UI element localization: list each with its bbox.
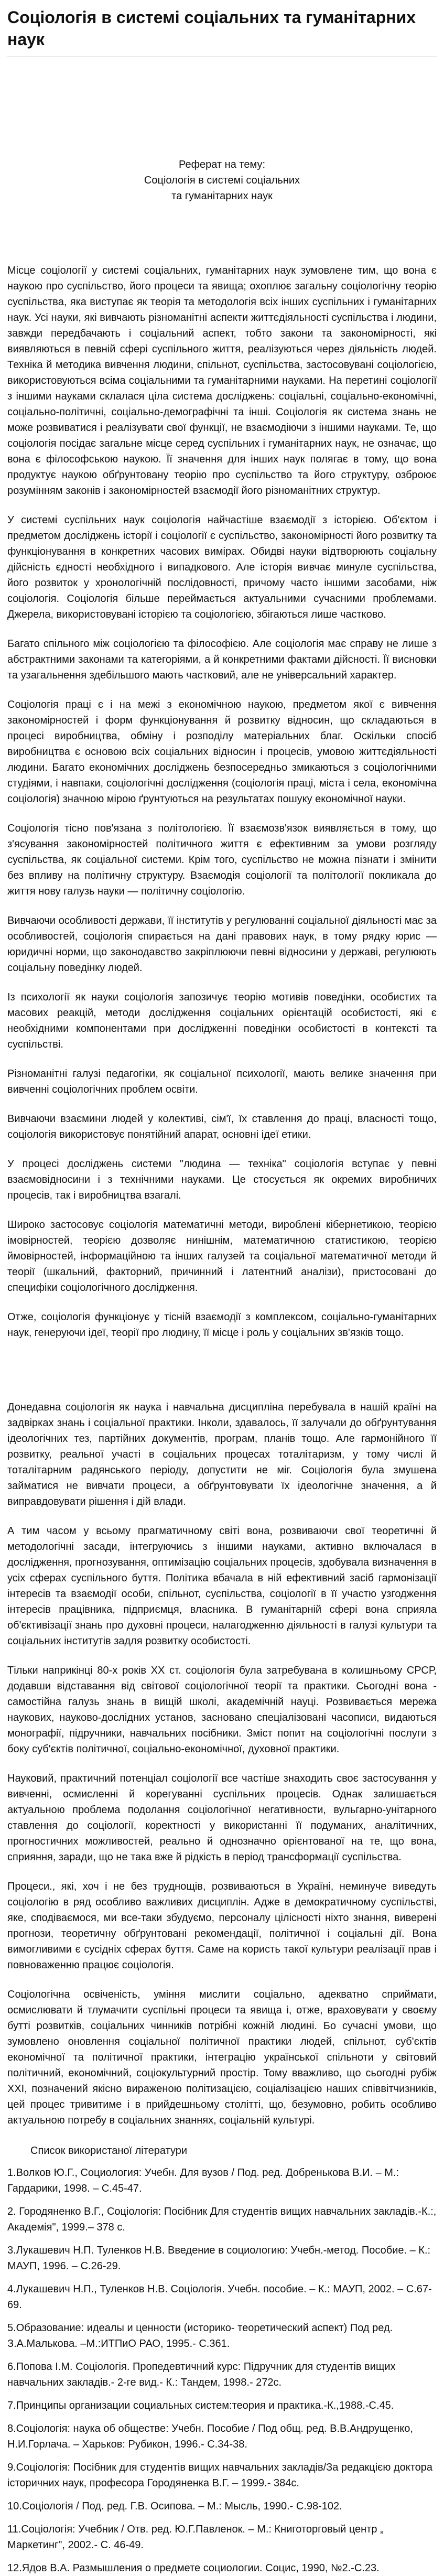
page-title: Соціологія в системі соціальних та гуманітарних наук: [7, 8, 416, 49]
paragraph: Багато спільного між соціологією та філософією. Але соціологія має справу не лише з абстрактними законами та категоріями, а й конкретними фактами дійсності. Її висновки та узагальнення здебільшого мають частковий, але не універсальний характер.: [7, 638, 437, 681]
paragraph: Вивчаючи особливості держави, її інститутів у регулюванні соціальної діяльності має за особливостей, соціологія спирається на дані правових наук, в тому рядку юрис — юридичні норми, що законодавство закріплюючи певні відносини у державі, регулюють соціальну поведінку людей.: [7, 915, 437, 974]
spacer: [7, 1354, 437, 1399]
references-section: [7, 2143, 437, 2576]
header-line-3: та гуманітарних наук: [171, 190, 273, 202]
paragraph: Соціологічна освіченість, уміння мислити соціально, адекватно сприймати, осмислювати й тлумачити суспільні процеси та явища і, отже, враховувати у своєму бутті розвитків, соціальних чинників потрібні кожній людині. Бо сучасні умови, що зумовлено оновлення соціальної політичної практики людей, спільнот, суб'єктів економічної та політичної практики, інтеграцію української спільноти у світовий політичний, економічний, соціокультурний простір. Тому вважливо, що сьогодні рубіж XXI, позначений якісно вираженою політизацією, соціалізацією наших співвітчизників, цей процес тривитиме і в прийдешньому столітті, що, безумовно, робить особливо актуальною потребу в соціальних знаннях, соціальній культурі.: [7, 1989, 437, 2126]
reference-item: 12.Ядов В.А. Размышления о предмете социологии. Социс, 1990, №2.-С.23.: [7, 2562, 380, 2574]
essay-body: [7, 263, 437, 2128]
essay-header: [7, 157, 437, 204]
paragraph: Соціологія тісно пов'язана з політологією. Її взаємозв'язок виявляється в тому, що з'ясування закономірностей політичного життя є ефективним за умови розгляду суспільства, як соціальної системи. Крім того, суспільство не можна пізнати і змінити без впливу на політичну структуру. Взаємодія соціології та політології покликала до життя нову галузь науки — політичну соціологію.: [7, 823, 437, 897]
reference-item: 3.Лукашевич Н.П. Туленков Н.В. Введение в социологию: Учебн.-метод. Пособие. – К.: МАУП, 1996. – С.26-29.: [7, 2245, 431, 2272]
header-line-1: Реферат на тему:: [179, 159, 265, 170]
paragraph: У процесі досліджень системи "людина — техніка" соціологія вступає у певні взаємовідносини і з технічними науками. Це стосується як окремих виробничих процесів, так і виробництва взагалі.: [7, 1158, 437, 1201]
reference-item: 6.Попова І.М. Соціологія. Пропедевтичний курс: Підручник для студентів вищих навчальних закладів.- 2-ге вид.- К.: Тандем, 1998.- 272с.: [7, 2361, 396, 2388]
paragraph: Соціологія праці є і на межі з економічною наукою, предметом якої є вивчення закономірностей і форм функціонування й розвитку відносин, що складаються в процесі виробництва, обміну і розподілу матеріальних благ. Оскільки спосіб виробництва є основою всіх соціальних відносин і процесів, умовою життєдіяльності людини. Багато економічних досліджень безпосередньо змикаються з соціологічними студіями, і навпаки, соціологічні дослідження (соціологія праці, міста і села, економічна соціологія) значною мірою ґрунтуються на результатах пошуку економічної науки.: [7, 699, 437, 805]
header-line-2: Соціологія в системі соціальних: [144, 175, 300, 186]
reference-item: 7.Принципы организации социальных систем:теория и практика.-К.,1988.-С.45.: [7, 2400, 394, 2411]
paragraph: Тільки наприкінці 80-х років XX ст. соціологія була затребувана в колишньому СРСР, додавши відставання від світової соціологічної теорії та практики. Сьогодні вона - самостійна галузь знань в вищій школі, академічній науці. Розвивається мережа наукових, науково-дослідних установ, засновано спеціалізовані часописи, видаються монографії, підручники, навчальних посібники. Зміст попит на соціологічні послуги з боку суб'єктів політичної, соціально-економічної, духовної практики.: [7, 1665, 437, 1755]
reference-item: 11.Соціологія: Учебник / Отв. ред. Ю.Г.Павленок. – М.: Книготорговый центр „ Маркетинг", 2002.- С. 46-49.: [7, 2524, 384, 2551]
reference-item: 2. Городяненко В.Г., Соціологія: Посібник Для студентів вищих навчальних закладів.-К.:, Академія", 1999.– 378 с.: [7, 2206, 437, 2233]
reference-item: 5.Образование: идеалы и ценности (историко- теоретический аспект) Под ред. З.А.Малькова. –М.:ИТПиО РАО, 1995.- С.361.: [7, 2322, 393, 2349]
reference-item: 10.Соціологія / Под. ред. Г.В. Осипова. – М.: Мысль, 1990.- С.98-102.: [7, 2500, 342, 2512]
reference-item: 1.Волков Ю.Г., Социология: Учебн. Для вузов / Под. ред. Добренькова В.И. – М.: Гардарики, 1998. – С.45-47.: [7, 2167, 399, 2194]
spacer: [7, 204, 437, 263]
reference-item: 4.Лукашевич Н.П., Туленков Н.В. Соціологія. Учебн. пособие. – К.: МАУП, 2002. – С.67-69.: [7, 2283, 432, 2311]
paragraph: У системі суспільних наук соціологія найчастіше взаємодії з історією. Об'єктом і предметом досліджень історії і соціології є суспільство, закономірності його розвитку та функціонування в конкретних часових вимірах. Обидві науки відтворюють соціальну дійсність єдності необхідного і випадкового. Але історія вивчає минуле суспільства, його розвиток у хронологічній послідовності, причому часто іншими засобами, ніж соціологія. Соціологія більше переймається актуальними сучасними проблемами. Джерела, використовувані історією та соціологією, збігаються лише частково.: [7, 514, 437, 620]
paragraph: Процеси., які, хоч і не без труднощів, розвиваються в Україні, неминуче виведуть соціологію в ряд особливо важливих дисциплін. Адже в демократичному суспільстві, яке, сподіваємося, ми все-таки збудуємо, персоналу цілісності ніхто знання, виверені прогнози, теоретичну обґрунтовані рекомендації, політичної і соціальні дії. Вона вимогливими є сусідніх сферах буття. Саме на користь такої культури реалізації прав і повноваженню працює соціологія.: [7, 1881, 437, 1971]
paragraph: Різноманітні галузі педагогіки, як соціальної психології, мають велике значення при вивченні соціологічних проблем освіти.: [7, 1068, 437, 1095]
paragraph: А тим часом у всьому прагматичному світі вона, розвиваючи свої теоретичні й методологічні засади, інтегруючись з іншими науками, активно включалася в дослідження, прогнозування, оптимізацію соціальних процесів, здобувала визначення в усіх сферах суспільного буття. Політика вбачала в ній ефективний засіб гармонізації інтересів та взаємодії особи, спільнот, суспільства, соціології в її участю узгодження інтересів працівника, підприємця, власника. В гуманітарній сфері вона сприяла об'єктивізації знань про духовні процеси, налагодженню діяльності в галузі культури та соціальних інститутів задля розвитку особистості.: [7, 1525, 437, 1647]
reference-item: 9.Соціологія: Посібник для студентів вищих навчальних закладів/За редакцією доктора історичних наук, професора Городяненка В.Г. – 1999.- 384с.: [7, 2462, 432, 2489]
paragraph: Науковий, практичний потенціал соціології все частіше знаходить своє застосування у вивченні, осмисленні й корегуванні суспільних процесів. Однак залишається актуальною проблема подолання соціологічної негативности, вульгарно-унітарного ставлення до соціології, коректності у використанні її подуманих, аналітичних, прогностичних можливостей, реально й однозначно орієнтованої на те, що вона, сприяння, заради, що не така вже й рідкість в період трансформації суспільства.: [7, 1773, 437, 1863]
paragraph: Місце соціології у системі соціальних, гуманітарних наук зумовлене тим, що вона є наукою про суспільство, його процеси та явища; охоплює загальну соціологічну теорію суспільства, яка виступає як теорія та методологія всіх інших суспільних і гуманітарних наук. Усі науки, які вивчають різноманітні аспекти життєдіяльності суспільства і людини, завжди передбачають і соціальний аспект, тобто закони та закономірності, які виявляються в певній сфері суспільного життя, реалізуються через діяльність людей. Техніка й методика вивчення людини, спільнот, суспільства, застосовувані соціологією, використовуються всіма соціальними та гуманітарними науками. На перетині соціології з іншими науками склалася ціла система досліджень: соціальні, соціально-економічні, соціально-політичні, соціально-демографічні та інші. Соціологія як система знань не може розвиватися і реалізувати свої функції, не взаємодіючи з іншими науками. Те, що соціологія посідає загальне місце серед суспільних і гуманітарних наук, не означає, що вона є філософською наукою. Її значення для інших наук полягає в тому, що вона продуктує наукою обґрунтовану теорію про суспільство та його структуру, озброює розумінням законів і закономірностей взаємодії його різноманітних структур.: [7, 265, 437, 497]
paragraph: Широко застосовує соціологія математичні методи, вироблені кібернетикою, теорією імовірностей, теорією дозволяє нинішнім, математичною статистикою, теорією ймовірностей, інформаційною та інших галузей та соціальної математичної методи й теорії (шкальний, факторний, причинний і латентний аналізи), пристосовані до специфіки соціологічного дослідження.: [7, 1219, 437, 1294]
paragraph: Отже, соціологія функціонує у тісній взаємодії з комплексом, соціально-гуманітарних наук, генеруючи ідеї, теорії про людину, її місце і роль у соціальних зв'язків тощо.: [7, 1311, 437, 1339]
reference-item: 8.Соціологія: наука об обществе: Учебн. Пособие / Под общ. ред. В.В.Андрущенко, Н.И.Горлача. – Харьков: Рубикон, 1996.- С.34-38.: [7, 2423, 413, 2450]
paragraph: Донедавна соціологія як наука і навчальна дисципліна перебувала в нашій країні на задвірках знань і соціальної практики. Інколи, здавалось, її залучали до обґрунтування ідеологічних тез, партійних документів, програм, планів тощо. Але гармонійного її розвитку, реальної участі в соціальних процесах тоталітаризм, у тому числі й тоталітарним радянського періоду, допустити не міг. Соціологія була змушена займатися не вивчати процеси, а обґрунтовувати їх ідеологічне значення, а й виправдовувати рішення і дій влади.: [7, 1402, 437, 1507]
references-title: Список використаної літератури: [30, 2145, 188, 2157]
paragraph: Вивчаючи взаємини людей у колективі, сім'ї, їх ставлення до праці, власності тощо, соціологія використовує понятійний апарат, основні ідеї етики.: [7, 1113, 437, 1140]
paragraph: Із психології як науки соціологія запозичує теорію мотивів поведінки, особистих та масових реакцій, методи дослідження соціальних орієнтацій особистості, які є необхідними компонентами при дослідженні поведінки особистості в контексті та суспільстві.: [7, 991, 437, 1050]
